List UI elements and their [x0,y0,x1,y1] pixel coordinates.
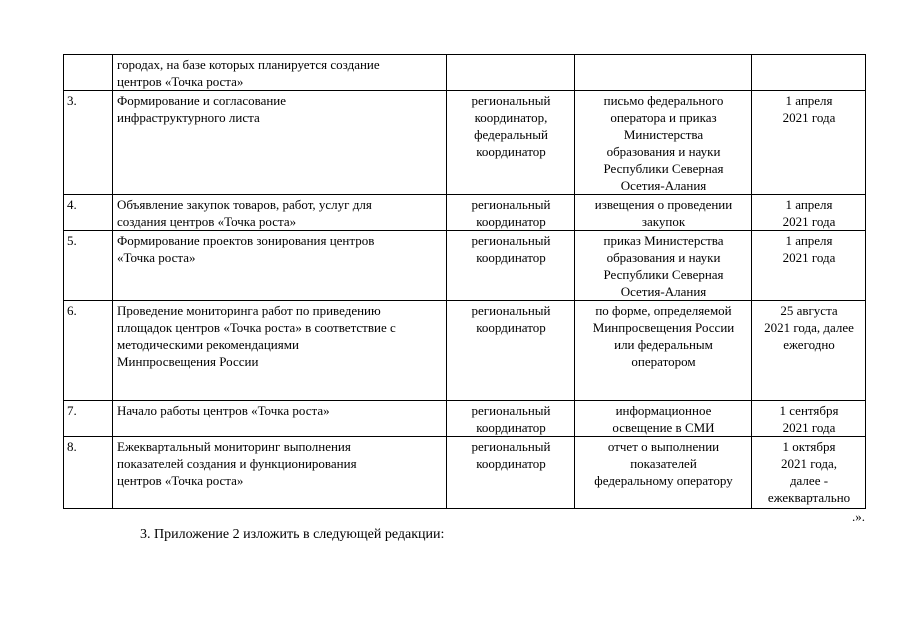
row-number: 6. [67,303,77,318]
table-row [64,91,866,195]
row-number-cell [64,55,113,91]
table-row [64,401,866,437]
task-cell [113,91,447,195]
responsible-text: региональный координатор [471,303,551,335]
deadline-cell [752,195,866,231]
deadline-text: 1 сентября 2021 года [779,403,839,435]
row-number: 8. [67,439,77,454]
row-number: 5. [67,233,77,248]
responsible-cell [447,91,575,195]
deadline-cell [752,55,866,91]
deadline-cell [752,437,866,509]
row-number-cell [64,401,113,437]
task-cell [113,195,447,231]
deadline-cell [752,231,866,301]
table-row [64,437,866,509]
responsible-text: региональный координатор [471,233,551,265]
task-text: Проведение мониторинга работ по приведению площадок центров «Точка роста» в соответствие с методическими рекомендациями Минпросвещения России [117,303,396,369]
task-cell [113,231,447,301]
task-cell [113,437,447,509]
row-number-cell [64,301,113,401]
responsible-cell [447,55,575,91]
deadline-text: 1 апреля 2021 года [782,197,836,229]
table-row [64,195,866,231]
responsible-cell [447,301,575,401]
responsible-text: региональный координатор, федеральный координатор [471,93,551,159]
deadline-cell [752,401,866,437]
responsible-text: региональный координатор [471,403,551,435]
row-number-cell [64,195,113,231]
deadline-text: 1 апреля 2021 года [782,233,836,265]
deadline-cell [752,91,866,195]
table-row [64,301,866,401]
task-cell [113,401,447,437]
responsible-cell [447,401,575,437]
closing-quote-mark: .». [852,509,865,524]
task-text: Ежеквартальный мониторинг выполнения показателей создания и функционирования центров «Точка роста» [117,439,357,488]
deadline-text: 25 августа 2021 года, далее ежегодно [764,303,854,352]
row-number-cell [64,231,113,301]
row-number-cell [64,437,113,509]
document-cell [575,401,752,437]
document-cell [575,231,752,301]
document-cell [575,437,752,509]
deadline-cell [752,301,866,401]
row-number: 4. [67,197,77,212]
document-text: информационное освещение в СМИ [612,403,715,435]
document-text: письмо федерального оператора и приказ Министерства образования и науки Республики Северная Осетия-Алания [603,93,724,193]
row-number-cell [64,91,113,195]
task-text: Объявление закупок товаров, работ, услуг для создания центров «Точка роста» [117,197,372,229]
responsible-text: региональный координатор [471,439,551,471]
task-text: Формирование и согласование инфраструктурного листа [117,93,287,125]
responsible-cell [447,231,575,301]
document-text: приказ Министерства образования и науки Республики Северная Осетия-Алания [603,233,724,299]
task-text: городах, на базе которых планируется создание центров «Точка роста» [117,57,380,89]
task-text: Начало работы центров «Точка роста» [117,403,330,418]
amendment-paragraph: 3. Приложение 2 изложить в следующей редакции: [140,527,445,542]
document-cell [575,55,752,91]
document-cell [575,195,752,231]
table-row [64,231,866,301]
table-row [64,55,866,91]
responsible-cell [447,437,575,509]
document-cell [575,91,752,195]
task-cell [113,55,447,91]
responsible-cell [447,195,575,231]
responsible-text: региональный координатор [471,197,551,229]
document-text: по форме, определяемой Минпросвещения России или федеральным оператором [592,303,735,369]
task-text: Формирование проектов зонирования центров «Точка роста» [117,233,375,265]
row-number: 7. [67,403,77,418]
row-number: 3. [67,93,77,108]
task-cell [113,301,447,401]
plan-table [63,54,866,509]
deadline-text: 1 апреля 2021 года [782,93,836,125]
document-text: извещения о проведении закупок [594,197,733,229]
deadline-text: 1 октября 2021 года, далее - ежеквартально [767,439,851,505]
document-cell [575,301,752,401]
document-text: отчет о выполнении показателей федеральному оператору [594,439,733,488]
